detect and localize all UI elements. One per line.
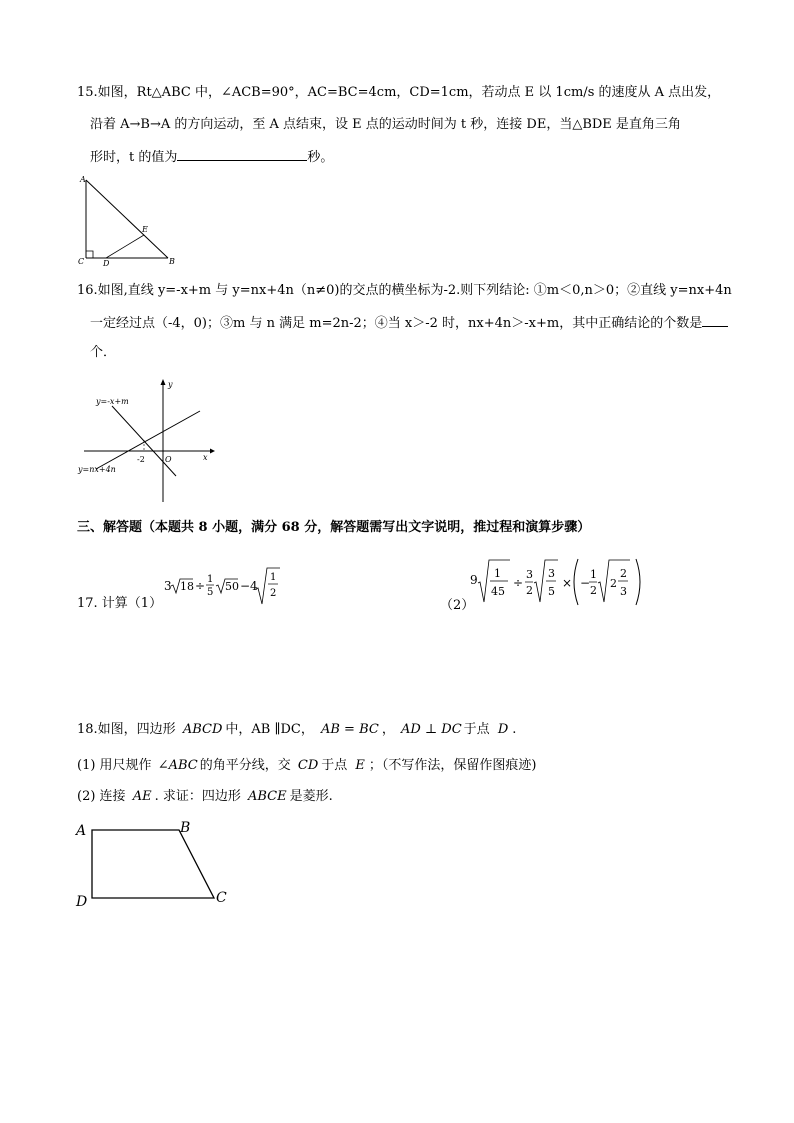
label-x: x: [203, 453, 208, 462]
trapezoid-abcd: [92, 830, 214, 898]
segment-ae: AE: [132, 789, 152, 804]
q18-at-point: 于点: [463, 722, 490, 737]
radicand-50: 50: [225, 580, 239, 593]
tick-neg2: -2: [137, 455, 145, 464]
q18-comma: ，: [381, 722, 395, 737]
eq-ab-bc: AB = BC: [320, 722, 379, 737]
answer-blank: [177, 148, 307, 161]
perp-ad-dc: AD ⊥ DC: [400, 722, 462, 737]
radicand-18: 18: [180, 580, 194, 593]
label-d: D: [103, 259, 110, 266]
p1-text-d: ；（不写作法，保留作图痕迹): [368, 758, 537, 773]
q15-line3: [90, 148, 333, 166]
radical-num: 1: [270, 572, 277, 583]
minus-4: −4: [240, 579, 258, 593]
label-a: A: [80, 175, 86, 184]
q17-part2-label: （2）: [440, 598, 475, 613]
frac-den: 5: [207, 587, 214, 598]
p2-text-c: 是菱形.: [289, 789, 333, 804]
line-y-nx-plus-4n: [96, 411, 200, 469]
times-sign: ×: [562, 576, 573, 590]
mixed-num: 2: [620, 567, 627, 580]
angle-abc: ∠ABC: [157, 758, 198, 773]
coef-3: 3: [164, 579, 172, 593]
label-line1: y=-x+m: [96, 397, 129, 406]
segment-cd: CD: [297, 758, 319, 773]
radical-den-45: 45: [491, 585, 505, 598]
q16-graph-figure: [76, 376, 216, 504]
p2-text-a: (2) 连接: [77, 789, 126, 804]
frac-num: 1: [207, 574, 214, 585]
q18-trapezoid-figure: [70, 818, 240, 914]
p1-text-b: 的角平分线，交: [199, 758, 291, 773]
label-line2: y=nx+4n: [78, 465, 116, 474]
right-angle-mark: [86, 251, 93, 258]
frac-den-2b: 2: [590, 584, 597, 597]
coef-9: 9: [470, 573, 478, 587]
divide-sign: ÷: [195, 579, 206, 593]
q17-expression-1: [162, 566, 288, 608]
radical-den-5: 5: [548, 585, 555, 598]
side-ab: [86, 180, 168, 258]
right-paren: [636, 559, 640, 605]
left-paren: [574, 559, 578, 605]
mixed-whole: 2: [610, 577, 617, 590]
p2-text-b: . 求证：四边形: [154, 789, 241, 804]
q18-line1: [77, 722, 516, 738]
q18-intro: 18.如图，四边形: [77, 722, 176, 737]
y-axis-arrow-icon: [161, 379, 166, 385]
p1-text-c: 于点: [321, 758, 348, 773]
radical-half: [256, 568, 280, 604]
mixed-den: 3: [620, 585, 627, 598]
q16-line2: [90, 314, 728, 332]
label-c: C: [216, 890, 227, 906]
radical-den: 2: [270, 588, 277, 599]
q15-line1: 15.如图，Rt△ABC 中，∠ACB=90°，AC=BC=4cm，CD=1cm，若动点 E 以 1cm/s 的速度从 A 点出发，: [77, 85, 721, 100]
quad-abce: ABCE: [248, 789, 287, 804]
frac-den-2: 2: [526, 584, 533, 597]
point-e: E: [355, 758, 365, 773]
x-axis-arrow-icon: [210, 449, 215, 454]
label-b: B: [180, 820, 191, 836]
segment-de: [106, 235, 144, 258]
q18-part2: [77, 789, 333, 805]
q18-part1: [77, 758, 537, 774]
radical-num-3: 3: [548, 567, 555, 580]
negative-sign: −: [580, 576, 591, 590]
q15-line3-unit: 秒。: [307, 150, 334, 165]
q17-expression-2: [468, 556, 648, 608]
q18-parallel: 中，AB ∥DC，: [225, 722, 314, 737]
answer-blank: [702, 314, 728, 327]
p1-text-a: (1) 用尺规作: [77, 758, 152, 773]
label-e: E: [142, 225, 148, 234]
label-d: D: [76, 894, 88, 910]
q18-period: .: [512, 722, 517, 737]
q16-line1: 16.如图,直线 y=-x+m 与 y=nx+4n（n≠0)的交点的横坐标为-2.则下列结论: ①m＜0,n＞0；②直线 y=nx+4n: [77, 283, 732, 298]
label-origin: O: [165, 455, 172, 464]
quad-abcd: ABCD: [182, 722, 223, 737]
point-d: D: [497, 722, 509, 737]
q17-label: 17. 计算（1）: [77, 596, 163, 611]
q15-line3-text: 形时，t 的值为: [90, 150, 178, 165]
label-y: y: [168, 380, 173, 389]
label-a: A: [76, 823, 87, 839]
divide-sign: ÷: [513, 576, 524, 590]
label-c: C: [78, 257, 85, 266]
frac-num-3: 3: [526, 568, 533, 581]
label-b: B: [169, 257, 175, 266]
q15-triangle-figure: [76, 174, 186, 266]
q16-line3: 个．: [90, 345, 117, 360]
section-heading: 三、解答题（本题共 8 小题，满分 68 分，解答题需写出文字说明，推过程和演算步骤）: [77, 520, 591, 535]
q15-line2: 沿着 A→B→A 的方向运动，至 A 点结束，设 E 点的运动时间为 t 秒，连接 DE，当△BDE 是直角三角: [90, 117, 681, 132]
frac-num-1: 1: [590, 568, 597, 581]
q16-line2-text: 一定经过点（-4，0)；③m 与 n 满足 m=2n-2；④当 x＞-2 时，nx+4n＞-x+m，其中正确结论的个数是: [90, 316, 703, 331]
radical-num-1: 1: [494, 567, 501, 580]
